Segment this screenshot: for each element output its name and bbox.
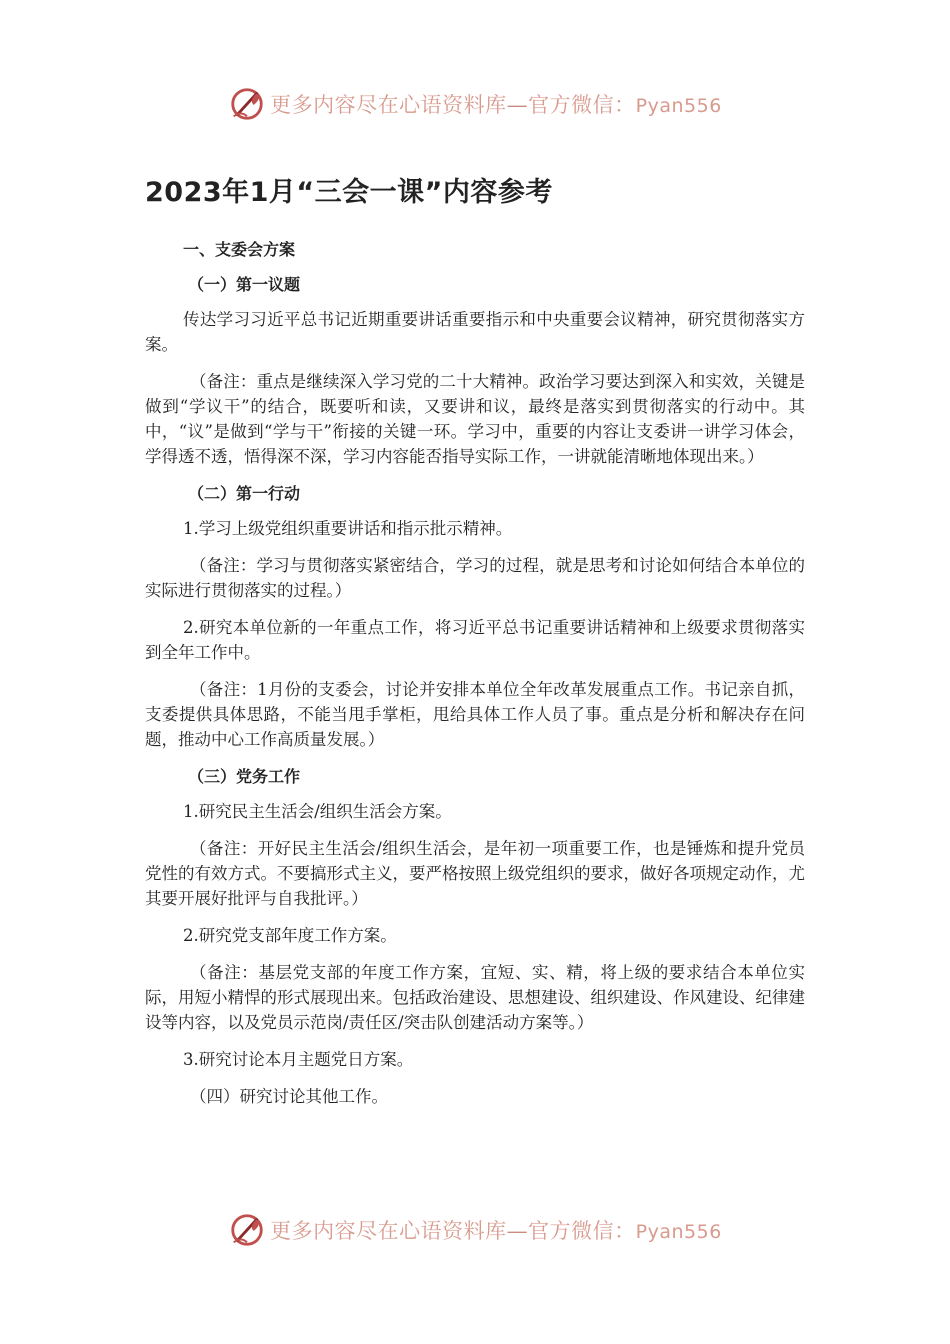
paragraph: 1.学习上级党组织重要讲话和指示批示精神。 (183, 519, 513, 538)
subsection-heading: （三）党务工作 (188, 767, 301, 786)
paragraph: 1.研究民主生活会/组织生活会方案。 (183, 802, 452, 821)
document-body (145, 170, 805, 1121)
paragraph: 3.研究讨论本月主题党日方案。 (183, 1050, 414, 1069)
section-heading: 一、支委会方案 (183, 240, 296, 259)
subsection-heading: （一）第一议题 (188, 275, 301, 294)
note-paragraph: （备注：重点是继续深入学习党的二十大精神。政治学习要达到深入和实效，关键是做到“学议干”的结合，既要听和读，又要讲和议，最终是落实到贯彻落实的行动中。其中，“议”是做到“学与干”衔接的关键一环。学习中，重要的内容让支委讲一讲学习体会，学得透不透，悟得深不深，学习内容能否指导实际工作，一讲就能清晰地体现出来。） (145, 372, 805, 466)
subsection-heading: （二）第一行动 (188, 484, 301, 503)
note-paragraph: （备注：1月份的支委会，讨论并安排本单位全年改革发展重点工作。书记亲自抓，支委提供具体思路，不能当甩手掌柜，甩给具体工作人员了事。重点是分析和解决存在问题，推动中心工作高质量发展。） (145, 680, 805, 749)
quill-logo-icon (228, 1211, 266, 1249)
paragraph: 2.研究党支部年度工作方案。 (183, 926, 397, 945)
paragraph: 2.研究本单位新的一年重点工作，将习近平总书记重要讲话精神和上级要求贯彻落实到全年工作中。 (145, 618, 805, 662)
note-paragraph: （备注：学习与贯彻落实紧密结合，学习的过程，就是思考和讨论如何结合本单位的实际进行贯彻落实的过程。） (145, 556, 805, 600)
banner-text: 更多内容尽在心语资料库—官方微信：Pyan556 (270, 1219, 722, 1243)
paragraph: （四）研究讨论其他工作。 (190, 1087, 388, 1106)
note-paragraph: （备注：基层党支部的年度工作方案，宜短、实、精，将上级的要求结合本单位实际，用短小精悍的形式展现出来。包括政治建设、思想建设、组织建设、作风建设、纪律建设等内容，以及党员示范岗/责任区/突击队创建活动方案等。） (145, 963, 805, 1032)
banner-text: 更多内容尽在心语资料库—官方微信：Pyan556 (270, 93, 722, 117)
footer-banner (0, 1208, 950, 1252)
paragraph: 传达学习习近平总书记近期重要讲话重要指示和中央重要会议精神，研究贯彻落实方案。 (145, 310, 805, 354)
quill-logo-icon (228, 85, 266, 123)
note-paragraph: （备注：开好民主生活会/组织生活会，是年初一项重要工作，也是锤炼和提升党员党性的有效方式。不要搞形式主义，要严格按照上级党组织的要求，做好各项规定动作，尤其要开展好批评与自我批评。） (145, 839, 805, 908)
header-banner (0, 82, 950, 126)
page-title: 2023年1月“三会一课”内容参考 (145, 177, 553, 208)
